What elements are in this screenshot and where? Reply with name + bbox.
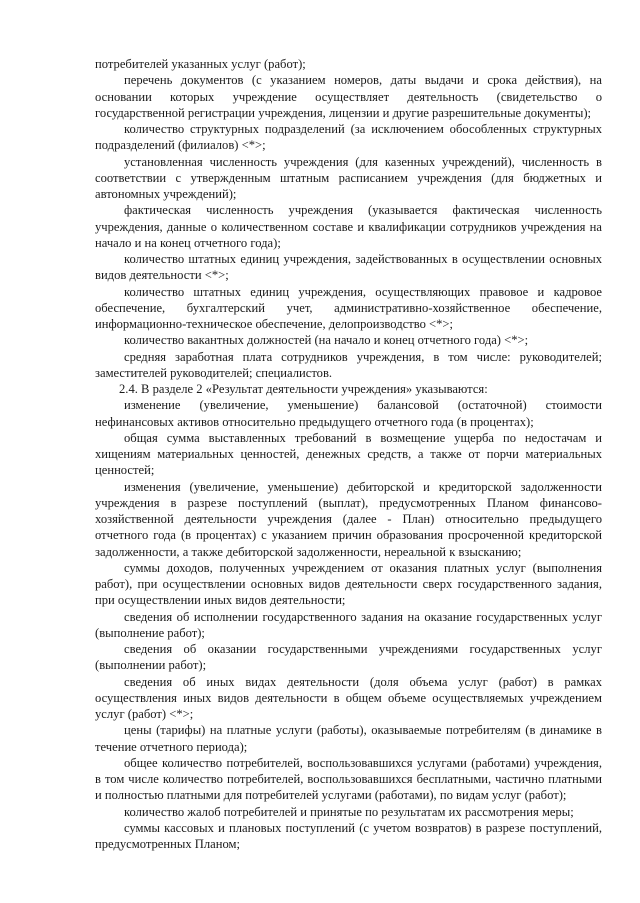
document-paragraph: установленная численность учреждения (для казенных учреждений), численность в соответствии с утвержденным штатным расписанием учреждения (для бюджетных и автономных учреждений); [95, 154, 602, 201]
document-paragraph: количество жалоб потребителей и принятые по результатам их рассмотрения меры; [124, 804, 574, 819]
document-paragraph: количество штатных единиц учреждения, задействованных в осуществлении основных видов деятельности <*>; [95, 252, 602, 283]
document-paragraph: количество структурных подразделений (за исключением обособленных структурных подразделений (филиалов) <*>; [95, 122, 602, 153]
document-paragraph: общее количество потребителей, воспользовавшихся услугами (работами) учреждения, в том числе количество потребителей, воспользовавшихся бесплатными, частично платными и полностью платными для потребителей услугами (работами), по видам услуг (работ); [95, 755, 602, 803]
document-paragraph: средняя заработная плата сотрудников учреждения, в том числе: руководителей; заместителей руководителей; специалистов. [95, 349, 602, 380]
document-paragraph: потребителей указанных услуг (работ); [95, 57, 306, 71]
document-paragraph: количество вакантных должностей (на начало и конец отчетного года) <*>; [124, 333, 529, 348]
document-paragraph: цены (тарифы) на платные услуги (работы), оказываемые потребителям (в динамике в течение отчетного периода); [95, 723, 602, 754]
document-body [95, 56, 602, 852]
document-paragraph: общая сумма выставленных требований в возмещение ущерба по недостачам и хищениям материальных ценностей, денежных средств, а также от порчи материальных ценностей; [95, 430, 602, 478]
document-paragraph: количество штатных единиц учреждения, осуществляющих правовое и кадровое обеспечение, бухгалтерский учет, административно-хозяйственное обеспечение, информационно-техническое обеспечение, делопроизводство <*>; [95, 284, 602, 331]
document-paragraph: суммы кассовых и плановых поступлений (с учетом возвратов) в разрезе поступлений, предусмотренных Планом; [95, 820, 602, 851]
document-paragraph: изменения (увеличение, уменьшение) дебиторской и кредиторской задолженности учреждения в разрезе поступлений (выплат), предусмотренных Планом финансово-хозяйственной деятельности учреждения (далее - План) относительно предыдущего отчетного года (в процентах) с указанием причин образования просроченной кредиторской задолженности, а также дебиторской задолженности, нереальной к взысканию; [95, 479, 602, 559]
document-paragraph: перечень документов (с указанием номеров, даты выдачи и срока действия), на основании которых учреждение осуществляет деятельность (свидетельство о государственной регистрации учреждения, лицензии и другие разрешительные документы); [95, 73, 602, 120]
document-paragraph: изменение (увеличение, уменьшение) балансовой (остаточной) стоимости нефинансовых активов относительно предыдущего отчетного года (в процентах); [95, 398, 602, 429]
document-paragraph: фактическая численность учреждения (указывается фактическая численность учреждения, данные о количественном составе и квалификации сотрудников учреждения на начало и на конец отчетного года); [95, 203, 602, 250]
document-paragraph: сведения об исполнении государственного задания на оказание государственных услуг (выполнение работ); [95, 609, 602, 640]
document-paragraph: сведения об оказании государственными учреждениями государственных услуг (выполнении работ); [95, 642, 602, 673]
section-heading: 2.4. В разделе 2 «Результат деятельности учреждения» указываются: [119, 382, 488, 396]
document-paragraph: сведения об иных видах деятельности (доля объема услуг (работ) в рамках осуществления иных видов деятельности в общем объеме осуществляемых учреждением услуг (работ) <*>; [95, 674, 602, 721]
document-paragraph: суммы доходов, полученных учреждением от оказания платных услуг (выполнения работ), при осуществлении основных видов деятельности сверх государственного задания, при осуществлении иных видов деятельности; [95, 560, 602, 608]
